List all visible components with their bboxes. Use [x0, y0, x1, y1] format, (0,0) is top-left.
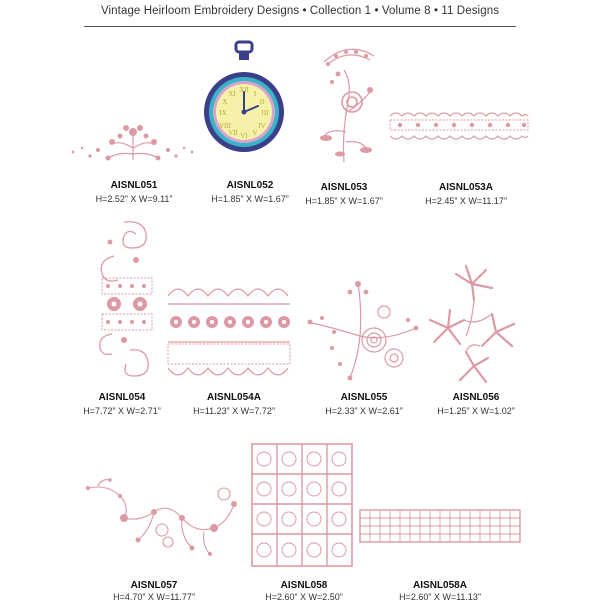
flower-stem-icon	[314, 42, 382, 170]
page-title: Vintage Heirloom Embroidery Designs • Collection 1 • Volume 8 • 11 Designs	[100, 5, 500, 17]
design-code: AISNL054	[98, 392, 146, 403]
design-size: H=2.60” X W=11.13”	[399, 592, 481, 602]
design-code: AISNL057	[130, 580, 178, 591]
design-size: H=1.25” X W=1.02”	[437, 406, 515, 416]
starburst-flower-icon	[426, 262, 522, 386]
design-code: AISNL051	[110, 180, 158, 191]
svg-text:X: X	[222, 98, 228, 106]
design-code: AISNL058A	[413, 580, 467, 591]
rose-spray-icon	[304, 278, 422, 386]
lace-border-icon	[390, 108, 528, 144]
design-code: AISNL054A	[207, 392, 261, 403]
design-code: AISNL053	[320, 182, 368, 193]
design-size: H=11.23” X W=7.72”	[193, 406, 275, 416]
design-code: AISNL053A	[439, 182, 493, 193]
design-size: H=1.85” X W=1.67”	[305, 196, 383, 206]
svg-text:IV: IV	[258, 122, 266, 130]
svg-text:VI: VI	[240, 132, 248, 140]
pocket-watch-icon	[202, 40, 286, 162]
svg-text:IX: IX	[219, 109, 227, 117]
svg-text:XI: XI	[228, 90, 236, 98]
design-size: H=2.52” X W=9.11”	[95, 194, 173, 204]
title-divider	[84, 26, 516, 27]
svg-text:VII: VII	[228, 129, 238, 137]
floral-spray-icon	[68, 118, 198, 168]
svg-text:III: III	[261, 109, 269, 117]
design-size: H=2.33” X W=2.61”	[325, 406, 403, 416]
svg-text:V: V	[252, 129, 258, 137]
lace-band-icon	[164, 282, 294, 382]
design-size: H=1.85” X W=1.67”	[211, 194, 289, 204]
svg-text:XII: XII	[239, 86, 249, 94]
lace-strip-icon	[358, 508, 522, 544]
vertical-lace-icon	[94, 216, 160, 380]
lace-grid-icon	[250, 442, 354, 568]
design-size: H=2.60” X W=2.50”	[265, 592, 343, 602]
design-size: H=7.72” X W=2.71”	[83, 406, 161, 416]
design-size: H=2.45” X W=11.17”	[425, 196, 507, 206]
design-code: AISNL058	[280, 580, 328, 591]
design-size: H=4.70” X W=11.77”	[113, 592, 195, 602]
design-code: AISNL052	[226, 180, 274, 191]
design-code: AISNL055	[340, 392, 388, 403]
design-code: AISNL056	[452, 392, 500, 403]
floral-vine-icon	[84, 478, 240, 556]
svg-text:II: II	[259, 98, 265, 106]
svg-text:I: I	[253, 90, 257, 98]
svg-text:VIII: VIII	[218, 122, 232, 130]
